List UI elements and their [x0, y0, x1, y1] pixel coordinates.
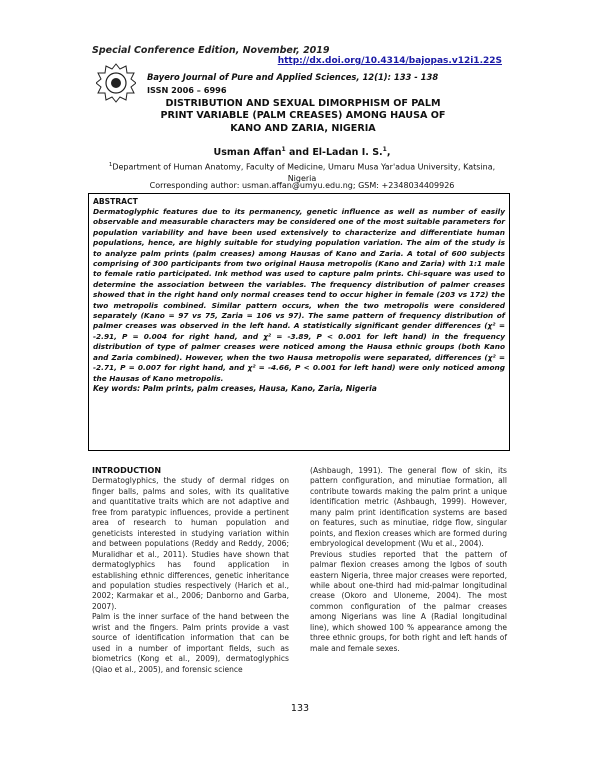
- column-right: [310, 466, 507, 654]
- abstract-text: Dermatoglyphic features due to its permanency, genetic influence as well as number of easily observable and measurable characters may be considered one of the most suitable parameters for population variability and have been used extensively to characterize and differentiate human populations, hence, are highly suitable for studying population variation. The aim of the study is to analyze palm prints (palm creases) among Hausas of Kano and Zaria. A total of 600 subjects comprising of 300 participants from two original Hausa metropolis (Kano and Zaria) with 1:1 male to female ratio participated. Ink method was used to capture palm prints. Chi-square was used to determine the association between the variables. The frequency distribution of palmer creases showed that in the right hand only normal creases tend to occur higher in female (203 vs 172) the two metropolis combined. Similar pattern occurs, when the two metropolis were considered separately (Kano = 97 vs 75, Zaria = 106 vs 97). The same pattern of frequency distribution of palmer creases was observed in the left hand. A statistically significant gender differences (χ² = -2.91, P = 0.004 for right hand, and χ² = -3.89, P < 0.001 for left hand) in the frequency distribution of type of palmer creases were noticed among the Hausa ethnic groups (both Kano and Zaria combined). However, when the two Hausa metropolis were separated, differences (χ² = -2.71, P = 0.007 for right hand, and χ² = -4.66, P < 0.001 for left hand) were only noticed among the Hausas of Kano metropolis.: [93, 207, 505, 383]
- author-line: [92, 146, 512, 158]
- column-left: [92, 466, 289, 675]
- keywords: Key words: Palm prints, palm creases, Hausa, Kano, Zaria, Nigeria: [93, 383, 377, 393]
- paper-title: DISTRIBUTION AND SEXUAL DIMORPHISM OF PALM PRINT VARIABLE (PALM CREASES) AMONG HAUSA OF KANO AND ZARIA, NIGERIA: [160, 98, 446, 134]
- affiliation-marker: 1: [108, 162, 113, 168]
- author-2: El-Ladan I. S.: [312, 147, 383, 159]
- corresponding-author: Corresponding author: usman.affan@umyu.edu.ng; GSM: +2348034409926: [149, 181, 455, 190]
- author-1: Usman Affan: [213, 147, 282, 159]
- page-number: 133: [290, 703, 310, 714]
- affiliation-line-1: Department of Human Anatomy, Faculty of Medicine, Umaru Musa Yar'adua University, Katsina,: [112, 162, 496, 172]
- doi-link[interactable]: http://dx.doi.org/10.4314/bajopas.v12i1.22S: [277, 56, 502, 66]
- journal-logo-icon: [96, 63, 136, 103]
- issn-label: ISSN 2006 – 6996: [147, 85, 227, 95]
- abstract-heading: ABSTRACT: [93, 197, 138, 206]
- introduction-heading: INTRODUCTION: [92, 466, 162, 475]
- author-join: and: [285, 147, 313, 159]
- intro-paragraph-1: Dermatoglyphics, the study of dermal ridges on finger balls, palms and soles, with its qualitative and quantitative traits which are not adaptive and free from paratypic influences, provide a pertinent area of research to human population and geneticists interested in studying variation within and between populations (Reddy and Reddy, 2006; Muralidhar et al., 2011). Studies have shown that dermatoglyphics has found application in establishing ethnic differences, genetic inheritance and population studies respectively (Harich et al., 2002; Karmakar et al., 2006; Danborno and Garba, 2007).: [92, 476, 289, 611]
- edition-label: Special Conference Edition, November, 2019: [92, 45, 330, 56]
- author-2-affil: 1: [382, 146, 387, 153]
- author-tail: ,: [386, 147, 391, 159]
- intro-paragraph-4: Previous studies reported that the pattern of palmar flexion creases among the Igbos of south eastern Nigeria, three major creases were reported, while about one-third had mid-palmar longitudinal crease (Okoro and Uloneme, 2004). The most common configuration of the palmar creases among Nigerians was line A (Radial longitudinal line), which showed 100 % appearance among the three ethnic groups, for both right and left hands of male and female sexes.: [310, 549, 507, 653]
- intro-paragraph-2: Palm is the inner surface of the hand between the wrist and the fingers. Palm prints provide a vast source of identification information that can be used in a number of important fields, such as biometrics (Kong et al., 2009), dermatoglyphics (Qiao et al., 2005), and forensic science: [92, 612, 289, 674]
- intro-paragraph-3: (Ashbaugh, 1991). The general flow of skin, its pattern configuration, and minutiae formation, all contribute towards making the palm print a unique identification metric (Ashbaugh, 1999). However, many palm print identification systems are based on features, such as minutiae, ridge flow, singular points, and flexion creases which are formed during embryological development (Wu et al., 2004).: [310, 466, 507, 549]
- abstract-box: [88, 193, 510, 451]
- author-1-affil: 1: [281, 146, 286, 153]
- affiliation-line-2: Nigeria: [287, 173, 317, 183]
- journal-name: Bayero Journal of Pure and Applied Sciences, 12(1): 133 - 138: [147, 72, 439, 82]
